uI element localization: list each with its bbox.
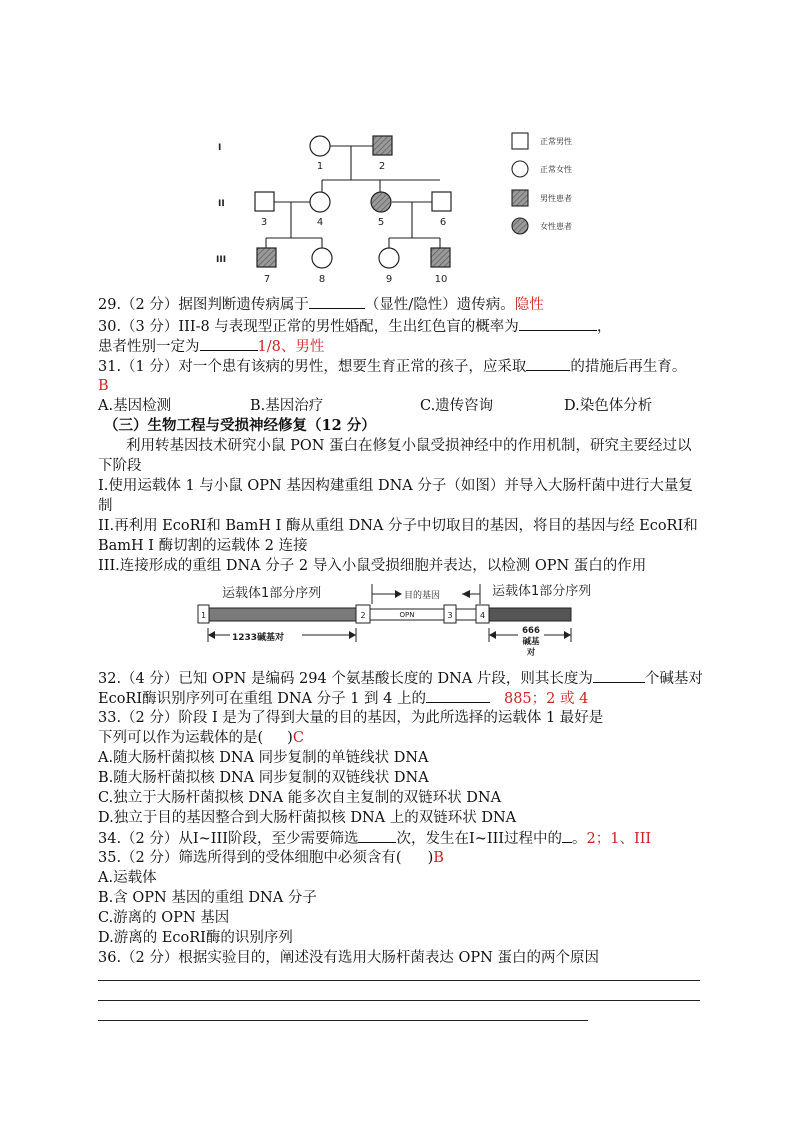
legend-normal-male-symbol bbox=[512, 133, 528, 149]
site-number: 2 bbox=[360, 611, 366, 620]
individual-number: 8 bbox=[318, 274, 326, 285]
individual-number: 6 bbox=[439, 217, 447, 228]
individual-5 bbox=[371, 192, 391, 212]
answer-line[interactable] bbox=[98, 980, 700, 981]
section-intro: 下阶段 bbox=[98, 458, 142, 474]
question-text: ) bbox=[287, 730, 293, 746]
answer-blank bbox=[358, 828, 396, 843]
option-a: A.基因检测 bbox=[98, 398, 172, 414]
legend-normal-male-label: 正常男性 bbox=[540, 137, 572, 146]
question-text: 29.（2 分）据图判断遗传病属于 bbox=[98, 297, 309, 313]
pedigree-chart bbox=[200, 120, 620, 300]
left-length-label: 1233碱基对 bbox=[232, 633, 285, 643]
option-b: B.基因治疗 bbox=[250, 398, 324, 414]
site-number: 4 bbox=[479, 611, 486, 620]
recombinant-dna-diagram bbox=[190, 578, 610, 668]
answer-blank bbox=[593, 668, 645, 683]
right-length-label: 666 bbox=[522, 626, 540, 636]
question-31 bbox=[98, 356, 686, 377]
right-length-label: 碱基 bbox=[522, 637, 540, 647]
stage-3-text: III.连接形成的重组 DNA 分子 2 导入小鼠受损细胞并表达，以检测 OPN 蛋白的作用 bbox=[98, 558, 647, 574]
question-30-line-2 bbox=[98, 336, 324, 357]
question-34 bbox=[98, 828, 651, 849]
right-vector-label: 运载体1部分序列 bbox=[492, 584, 592, 599]
question-33-line-1: 33.（2 分）阶段 I 是为了得到大量的目的基因，为此所选择的运载体 1 最好是 bbox=[98, 710, 604, 726]
answer-line[interactable] bbox=[98, 1000, 700, 1001]
answer-text: 隐性 bbox=[514, 297, 544, 313]
individual-number: 4 bbox=[316, 217, 324, 228]
option-d: D.游离的 EcoRI酶的识别序列 bbox=[98, 930, 293, 946]
answer-blank bbox=[200, 336, 258, 351]
question-text: 的措施后再生育。 bbox=[570, 359, 687, 375]
individual-6 bbox=[432, 192, 451, 211]
question-36: 36.（2 分）根据实验目的，阐述没有选用大肠杆菌表达 OPN 蛋白的两个原因 bbox=[98, 950, 599, 966]
answer-blank bbox=[562, 828, 572, 843]
option-c: C.独立于大肠杆菌拟核 DNA 能多次自主复制的双链环状 DNA bbox=[98, 790, 502, 806]
legend-affected-male-symbol bbox=[512, 190, 528, 206]
question-text: 患者性别一定为 bbox=[98, 339, 200, 355]
question-text: 个碱基对 bbox=[644, 671, 703, 687]
stage-1-text: 制 bbox=[98, 498, 113, 514]
stage-2-text: II.再利用 EcoRI和 BamH I 酶从重组 DNA 分子中切取目的基因，将目的基因与经 EcoRI和 bbox=[98, 518, 698, 534]
question-text: 34.（2 分）从I~III阶段，至少需要筛选 bbox=[98, 831, 359, 847]
answer-blank bbox=[526, 356, 570, 371]
answer-blank bbox=[309, 294, 365, 309]
individual-number: 10 bbox=[434, 274, 448, 285]
individual-9 bbox=[379, 248, 399, 268]
question-text: EcoRI酶识别序列可在重组 DNA 分子 1 到 4 上的 bbox=[98, 691, 426, 707]
section-title: （三）生物工程与受损神经修复（12 分） bbox=[104, 417, 376, 434]
option-c: C.遗传咨询 bbox=[420, 398, 494, 414]
question-33-line-2 bbox=[98, 728, 304, 748]
individual-10 bbox=[431, 248, 450, 267]
answer-text: B bbox=[433, 850, 444, 866]
answer-text: 885；2 或 4 bbox=[503, 691, 589, 707]
answer-blank bbox=[519, 316, 597, 331]
individual-8 bbox=[312, 248, 332, 268]
individual-number: 7 bbox=[263, 274, 271, 285]
answer-text: 1/8、男性 bbox=[257, 339, 325, 355]
generation-label: I bbox=[218, 143, 222, 153]
individual-number: 2 bbox=[378, 161, 386, 172]
answer-line[interactable] bbox=[98, 1020, 588, 1021]
legend-affected-male-label: 男性患者 bbox=[540, 194, 572, 203]
stage-1-text: I.使用运载体 1 与小鼠 OPN 基因构建重组 DNA 分子（如图）并导入大肠杆菌中进行大量复 bbox=[98, 478, 693, 494]
answer-text: 2；1、III bbox=[586, 831, 652, 847]
question-32-line-1 bbox=[98, 668, 703, 689]
question-35 bbox=[98, 848, 444, 868]
question-text: （显性/隐性）遗传病。 bbox=[364, 297, 515, 313]
question-text: 31.（1 分）对一个患有该病的男性，想要生育正常的孩子，应采取 bbox=[98, 359, 527, 375]
answer-blank bbox=[426, 688, 490, 703]
question-text: 35.（2 分）筛选所得到的受体细胞中必须含有( bbox=[98, 850, 402, 866]
individual-number: 1 bbox=[316, 161, 324, 172]
option-a: A.运载体 bbox=[98, 870, 157, 886]
option-c: C.游离的 OPN 基因 bbox=[98, 910, 230, 926]
legend-affected-female-symbol bbox=[512, 218, 528, 234]
option-a: A.随大肠杆菌拟核 DNA 同步复制的单链线状 DNA bbox=[98, 750, 429, 766]
generation-label: II bbox=[218, 199, 225, 209]
question-text: ， bbox=[596, 319, 612, 335]
question-29 bbox=[98, 294, 544, 315]
site-number: 1 bbox=[200, 611, 207, 620]
option-b: B.随大肠杆菌拟核 DNA 同步复制的双链线状 DNA bbox=[98, 770, 429, 786]
answer-text: C bbox=[292, 730, 304, 746]
legend-affected-female-label: 女性患者 bbox=[540, 222, 572, 231]
opn-label: OPN bbox=[399, 611, 415, 619]
individual-number: 9 bbox=[385, 274, 393, 285]
individual-number: 5 bbox=[377, 217, 385, 228]
question-text: 30.（3 分）III-8 与表现型正常的男性婚配，生出红色盲的概率为 bbox=[98, 319, 519, 335]
stage-2-text: BamH I 酶切割的运载体 2 连接 bbox=[98, 538, 308, 554]
individual-1 bbox=[310, 136, 330, 156]
legend-normal-female-label: 正常女性 bbox=[540, 165, 572, 174]
option-d: D.染色体分析 bbox=[564, 398, 653, 414]
legend-normal-female-symbol bbox=[512, 161, 528, 177]
section-intro: 利用转基因技术研究小鼠 PON 蛋白在修复小鼠受损神经中的作用机制，研究主要经过以 bbox=[126, 438, 692, 454]
option-b: B.含 OPN 基因的重组 DNA 分子 bbox=[98, 890, 317, 906]
question-32-line-2 bbox=[98, 688, 588, 709]
question-text: ) bbox=[427, 850, 434, 866]
individual-4 bbox=[310, 192, 330, 212]
question-text: 次，发生在I~III过程中的 bbox=[396, 831, 563, 847]
option-d: D.独立于目的基因整合到大肠杆菌拟核 DNA 上的双链环状 DNA bbox=[98, 810, 517, 826]
target-gene-label: 目的基因 bbox=[404, 591, 441, 601]
site-number: 3 bbox=[447, 611, 453, 620]
individual-7 bbox=[257, 248, 276, 267]
question-text: 32.（4 分）已知 OPN 是编码 294 个氨基酸长度的 DNA 片段，则其长度为 bbox=[98, 671, 593, 687]
question-text: 下列可以作为运载体的是( bbox=[98, 730, 264, 746]
answer-text: B bbox=[98, 378, 109, 394]
left-vector-label: 运载体1部分序列 bbox=[222, 586, 322, 601]
question-30-line-1 bbox=[98, 316, 611, 337]
right-length-label: 对 bbox=[526, 648, 536, 658]
individual-2 bbox=[373, 136, 392, 155]
generation-label: III bbox=[216, 255, 227, 265]
individual-3 bbox=[255, 192, 274, 211]
question-text: 。 bbox=[572, 831, 587, 847]
individual-number: 3 bbox=[260, 217, 268, 228]
